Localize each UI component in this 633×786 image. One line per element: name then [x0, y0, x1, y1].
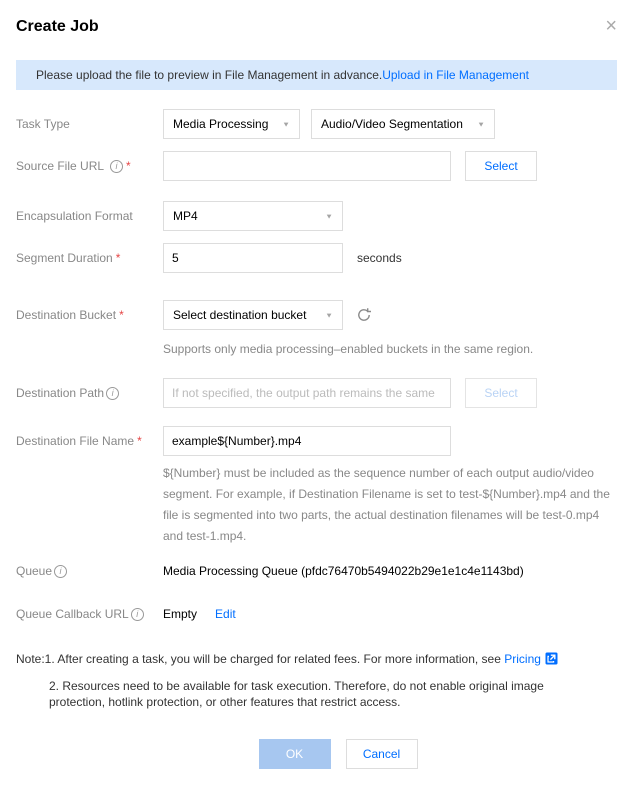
task-category-select[interactable]	[163, 109, 300, 139]
task-subtype-select[interactable]	[311, 109, 495, 139]
destination-bucket-row	[16, 300, 617, 330]
task-type-row	[16, 109, 617, 139]
chevron-down-icon: ▼	[282, 120, 290, 128]
note-line-1: Note:1. After creating a task, you will be charged for related fees. For more information, see Pricing	[16, 651, 617, 669]
queue-label: Queue i	[16, 564, 163, 579]
required-marker: *	[119, 307, 124, 322]
external-link-icon	[545, 652, 558, 669]
required-marker: *	[126, 158, 131, 173]
upload-in-file-management-link[interactable]: Upload in File Management	[382, 68, 529, 82]
info-icon[interactable]: i	[110, 160, 123, 173]
encapsulation-format-row	[16, 201, 617, 231]
note-line-2: 2. Resources need to be available for task execution. Therefore, do not enable original image protection, hotlink protection, or other features that restrict access.	[49, 679, 544, 709]
encapsulation-format-value: MP4	[173, 209, 198, 223]
destination-path-select-button[interactable]: Select	[465, 378, 537, 408]
close-icon[interactable]: ×	[605, 15, 617, 37]
source-file-url-label: Source File URL i *	[16, 158, 131, 173]
info-icon[interactable]: i	[131, 608, 144, 621]
destination-path-label: Destination Path i	[16, 386, 163, 401]
chevron-down-icon: ▼	[325, 212, 333, 220]
encapsulation-format-label: Encapsulation Format	[16, 208, 133, 223]
queue-callback-url-value: Empty	[163, 607, 198, 621]
destination-file-name-input[interactable]	[163, 426, 451, 456]
task-category-value: Media Processing	[173, 117, 269, 131]
segment-duration-row	[16, 243, 617, 273]
dialog-title: Create Job	[16, 18, 99, 35]
queue-callback-url-label: Queue Callback URL i	[16, 607, 163, 622]
source-file-select-button[interactable]: Select	[465, 151, 537, 181]
refresh-icon[interactable]	[356, 307, 372, 323]
segment-duration-label: Segment Duration *	[16, 250, 121, 265]
source-file-url-row	[16, 151, 617, 181]
task-subtype-value: Audio/Video Segmentation	[321, 117, 463, 131]
banner-text: Please upload the file to preview in File Management in advance.	[36, 68, 383, 82]
destination-path-input[interactable]	[163, 378, 451, 408]
cancel-button[interactable]: Cancel	[346, 739, 418, 769]
chevron-down-icon: ▼	[325, 311, 333, 319]
task-type-label: Task Type	[16, 116, 70, 131]
destination-bucket-select[interactable]	[163, 300, 343, 330]
segment-duration-input[interactable]	[163, 243, 343, 273]
dialog-header	[16, 0, 617, 37]
queue-callback-url-edit-link[interactable]: Edit	[215, 607, 236, 621]
destination-file-name-row	[16, 426, 617, 456]
destination-file-name-help: ${Number} must be included as the sequence number of each output audio/video segment. For example, if Destination Filename is set to test-${Number}.mp4 and the file is segmented into two parts, the actual destination filenames will be test-0.mp4 and test-1.mp4.	[163, 466, 610, 543]
dialog-footer	[16, 739, 617, 769]
ok-button[interactable]: OK	[259, 739, 331, 769]
destination-bucket-help: Supports only media processing–enabled buckets in the same region.	[163, 342, 534, 356]
destination-path-row	[16, 378, 617, 408]
required-marker: *	[137, 433, 142, 448]
destination-file-name-label: Destination File Name *	[16, 433, 142, 448]
chevron-down-icon: ▼	[477, 120, 485, 128]
source-file-url-input[interactable]	[163, 151, 451, 181]
pricing-link[interactable]: Pricing	[504, 652, 541, 666]
encapsulation-format-select[interactable]	[163, 201, 343, 231]
required-marker: *	[115, 250, 121, 265]
info-icon[interactable]: i	[106, 387, 119, 400]
destination-bucket-value: Select destination bucket	[173, 308, 307, 322]
info-icon[interactable]: i	[54, 565, 67, 578]
segment-duration-unit: seconds	[357, 251, 402, 265]
queue-value: Media Processing Queue (pfdc76470b5494022b29e1e1c4e1143bd)	[163, 564, 524, 578]
destination-bucket-label: Destination Bucket *	[16, 307, 124, 322]
queue-callback-url-row	[16, 607, 617, 622]
upload-notice-banner	[16, 60, 617, 90]
queue-row	[16, 564, 617, 579]
